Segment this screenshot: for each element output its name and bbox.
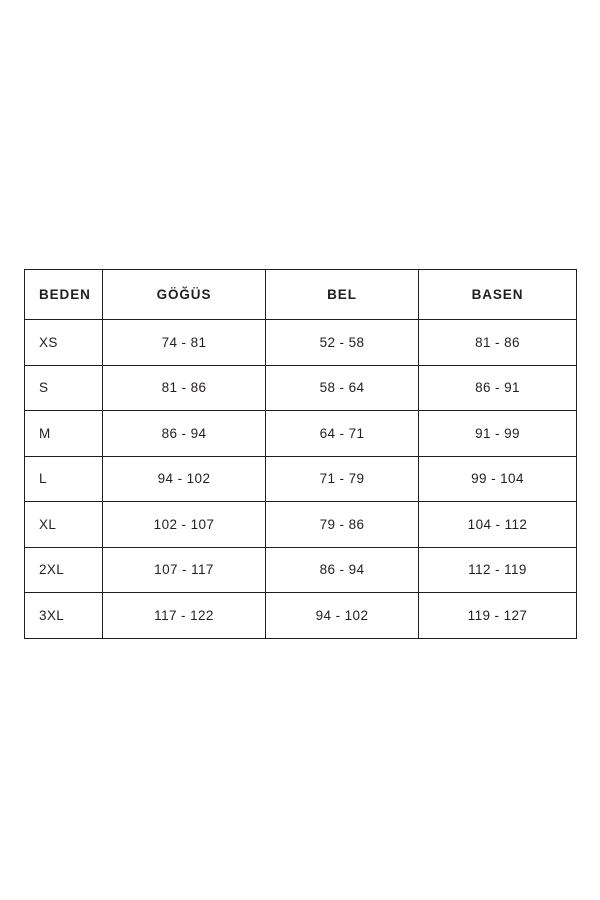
table-row (25, 547, 577, 593)
cell-basen: 112 - 119 (419, 547, 577, 593)
table-row (25, 365, 577, 411)
cell-bel: 71 - 79 (266, 456, 419, 502)
cell-beden: S (25, 365, 103, 411)
table-header (25, 270, 577, 320)
size-chart-table (24, 269, 577, 639)
table-row (25, 411, 577, 457)
cell-bel: 64 - 71 (266, 411, 419, 457)
cell-beden: 2XL (25, 547, 103, 593)
cell-basen: 99 - 104 (419, 456, 577, 502)
cell-beden: XL (25, 502, 103, 548)
size-chart-container (24, 269, 576, 639)
table-row (25, 593, 577, 639)
cell-beden: XS (25, 320, 103, 366)
cell-beden: 3XL (25, 593, 103, 639)
cell-gogus: 94 - 102 (103, 456, 266, 502)
column-header-beden: BEDEN (25, 270, 103, 320)
table-header-row (25, 270, 577, 320)
cell-basen: 86 - 91 (419, 365, 577, 411)
cell-bel: 58 - 64 (266, 365, 419, 411)
cell-basen: 81 - 86 (419, 320, 577, 366)
column-header-basen: BASEN (419, 270, 577, 320)
cell-beden: L (25, 456, 103, 502)
cell-gogus: 102 - 107 (103, 502, 266, 548)
table-body (25, 320, 577, 639)
table-row (25, 320, 577, 366)
cell-bel: 79 - 86 (266, 502, 419, 548)
column-header-bel: BEL (266, 270, 419, 320)
column-header-gogus: GÖĞÜS (103, 270, 266, 320)
cell-bel: 86 - 94 (266, 547, 419, 593)
cell-gogus: 107 - 117 (103, 547, 266, 593)
table-row (25, 502, 577, 548)
table-row (25, 456, 577, 502)
cell-bel: 94 - 102 (266, 593, 419, 639)
cell-beden: M (25, 411, 103, 457)
cell-gogus: 81 - 86 (103, 365, 266, 411)
cell-gogus: 86 - 94 (103, 411, 266, 457)
cell-basen: 119 - 127 (419, 593, 577, 639)
cell-basen: 91 - 99 (419, 411, 577, 457)
cell-gogus: 117 - 122 (103, 593, 266, 639)
cell-basen: 104 - 112 (419, 502, 577, 548)
cell-bel: 52 - 58 (266, 320, 419, 366)
cell-gogus: 74 - 81 (103, 320, 266, 366)
